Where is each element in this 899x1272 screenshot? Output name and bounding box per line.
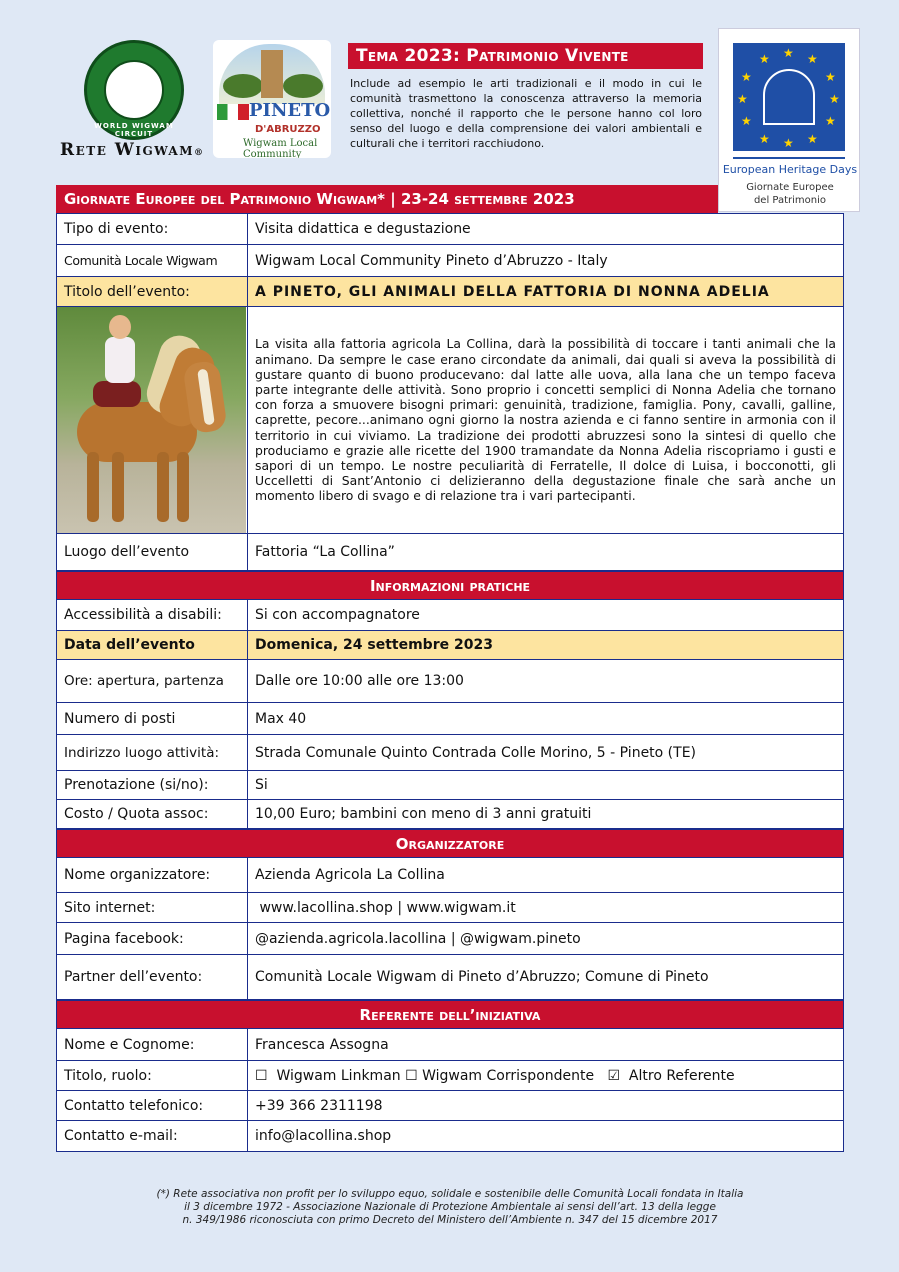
footnote-line: il 3 dicembre 1972 - Associazione Nazionale di Protezione Ambientale ai sensi dell’art. 13 della legge	[184, 1201, 716, 1213]
row-value: Si	[248, 771, 844, 800]
role-checkboxes[interactable]: ☐ Wigwam Linkman ☐ Wigwam Corrispondente ☑ Altro Referente	[248, 1061, 844, 1091]
star-icon: ★	[829, 92, 840, 106]
event-description: La visita alla fattoria agricola La Collina, darà la possibilità di toccare i tanti animali che la animano. Da sempre le case erano circondate da animali, dai quali si aveva la possibilità di gustare quanto di buono producevano: dal latte alle uova, alla lana che un tempo faceva parte integrante delle attività. Sono proprio i concetti semplici di Nonna Adelia che tornano con forza a smuovere bisogni primari: genuinità, tradizione, famiglia. Pony, cavalli, galline, caprette, pecore...animano ogni giorno la nostra azienda e ci fanno sentire in armonia con il territorio in cui viviamo. La tradizione dei prodotti abruzzesi sono la sintesi di quello che produciamo e grazie alle ricette del 1900 tramandate da Nonna Adelia riscopriamo i gusti e sapori di un tempo. Le nostre peculiarità di Ferratelle, Il dolce di Luisa, i bocconotti, gli Uccelletti di Sant’Antonio ci delizieranno della degustazione finale che sarà anche un momento libero di svago e di relazione tra i vari partecipanti.	[248, 307, 844, 534]
row-value: Fattoria “La Collina”	[248, 534, 844, 571]
row-label: Titolo dell’evento:	[57, 277, 248, 307]
table-row	[57, 245, 844, 277]
organizer-table	[56, 857, 844, 1000]
table-row	[57, 955, 844, 1000]
table-row	[57, 214, 844, 245]
photo-cell	[57, 307, 248, 534]
row-label: Nome e Cognome:	[57, 1029, 248, 1061]
ehd-subtitle-line2: del Patrimonio	[753, 195, 827, 206]
star-icon: ★	[825, 70, 836, 84]
row-value: Domenica, 24 settembre 2023	[248, 631, 844, 660]
row-label: Accessibilità a disabili:	[57, 600, 248, 631]
wigwam-caption	[60, 140, 210, 160]
ehd-subtitle-line1: Giornate Europee	[746, 182, 834, 193]
row-label: Pagina facebook:	[57, 923, 248, 955]
table-row	[57, 1091, 844, 1121]
wigwam-emblem-icon	[104, 60, 164, 120]
row-label: Ore: apertura, partenza	[57, 660, 248, 703]
row-value: Wigwam Local Community Pineto d’Abruzzo - Italy	[248, 245, 844, 277]
pineto-logo	[213, 40, 331, 158]
italy-flag-icon	[217, 104, 249, 120]
referente-heading-text: Referente dell’iniziativa	[359, 1006, 541, 1024]
ehd-title: European Heritage Days	[722, 163, 858, 176]
event-title: A PINETO, GLI ANIMALI DELLA FATTORIA DI NONNA ADELIA	[248, 277, 844, 307]
star-icon: ★	[759, 132, 770, 146]
event-sheet	[56, 185, 844, 1152]
table-row	[57, 735, 844, 771]
row-label: Contatto telefonico:	[57, 1091, 248, 1121]
row-label: Data dell’evento	[57, 631, 248, 660]
theme-title	[348, 43, 703, 69]
table-row	[57, 703, 844, 735]
theme-title-text: Tema 2023: Patrimonio Vivente	[356, 46, 629, 66]
child-shape	[105, 337, 135, 383]
row-label: Costo / Quota assoc:	[57, 800, 248, 829]
email-link[interactable]: info@lacollina.shop	[248, 1121, 844, 1152]
row-label: Comunità Locale Wigwam	[57, 245, 248, 277]
horse-leg	[157, 452, 169, 522]
facebook-links[interactable]: @azienda.agricola.lacollina | @wigwam.pineto	[248, 923, 844, 955]
row-value: Visita didattica e degustazione	[248, 214, 844, 245]
row-value: Max 40	[248, 703, 844, 735]
star-icon: ★	[759, 52, 770, 66]
star-icon: ★	[825, 114, 836, 128]
phone-value: +39 366 2311198	[248, 1091, 844, 1121]
table-row	[57, 1029, 844, 1061]
ehd-divider	[733, 157, 845, 159]
row-label: Sito internet:	[57, 893, 248, 923]
event-photo	[57, 307, 246, 533]
row-value: 10,00 Euro; bambini con meno di 3 anni gratuiti	[248, 800, 844, 829]
row-value: Francesca Assogna	[248, 1029, 844, 1061]
website-links[interactable]: www.lacollina.shop | www.wigwam.it	[248, 893, 844, 923]
organizer-heading	[56, 829, 844, 857]
eu-flag-icon	[733, 43, 845, 151]
table-row	[57, 277, 844, 307]
footnote	[100, 1188, 800, 1227]
referente-heading	[56, 1000, 844, 1028]
row-label: Tipo di evento:	[57, 214, 248, 245]
table-row	[57, 600, 844, 631]
horse-leg	[112, 452, 124, 522]
wigwam-logo	[60, 40, 210, 165]
row-value: Azienda Agricola La Collina	[248, 858, 844, 893]
pineto-tree-icon	[223, 74, 263, 98]
star-icon: ★	[741, 114, 752, 128]
table-row	[57, 307, 844, 534]
pineto-name: PINETO	[249, 100, 331, 121]
theme-text: Include ad esempio le arti tradizionali e il modo in cui le comunità trasmettono la conoscenza attraverso la memoria collettiva, nonché il rapporto che le persone hanno col loro senso del luogo e della comprensione dei valori ambientali e culturali che i territori racchiudono.	[350, 77, 702, 150]
row-value: Strada Comunale Quinto Contrada Colle Morino, 5 - Pineto (TE)	[248, 735, 844, 771]
table-row	[57, 923, 844, 955]
star-icon: ★	[783, 136, 794, 150]
row-value: Dalle ore 10:00 alle ore 13:00	[248, 660, 844, 703]
pineto-sub: D'ABRUZZO	[255, 124, 321, 135]
horse-leg	[177, 452, 189, 522]
wigwam-ring-text: WORLD WIGWAM CIRCUIT	[94, 122, 174, 138]
table-row	[57, 858, 844, 893]
star-icon: ★	[783, 46, 794, 60]
table-row	[57, 800, 844, 829]
table-row	[57, 1061, 844, 1091]
star-icon: ★	[807, 52, 818, 66]
wigwam-reg-mark: ®	[194, 148, 205, 158]
heritage-building-icon	[763, 69, 815, 125]
row-value: Comunità Locale Wigwam di Pineto d’Abruzzo; Comune di Pineto	[248, 955, 844, 1000]
row-value: Si con accompagnatore	[248, 600, 844, 631]
event-banner-text: Giornate Europee del Patrimonio Wigwam* | 23-24 settembre 2023	[64, 190, 575, 208]
star-icon: ★	[737, 92, 748, 106]
table-row	[57, 534, 844, 571]
table-row	[57, 771, 844, 800]
row-label: Nome organizzatore:	[57, 858, 248, 893]
row-label: Prenotazione (si/no):	[57, 771, 248, 800]
event-table	[56, 213, 844, 571]
wigwam-caption-text: Rete Wigwam	[60, 140, 195, 160]
horse-leg	[87, 452, 99, 522]
pineto-tree-icon	[283, 74, 323, 98]
row-label: Indirizzo luogo attività:	[57, 735, 248, 771]
saddle-shape	[93, 381, 141, 407]
event-banner	[56, 185, 718, 213]
referente-table	[56, 1028, 844, 1152]
row-label: Numero di posti	[57, 703, 248, 735]
footnote-line: n. 349/1986 riconosciuta con primo Decreto del Ministero dell’Ambiente n. 347 del 15 dicembre 2017	[182, 1214, 718, 1226]
organizer-heading-text: Organizzatore	[395, 835, 505, 853]
table-row	[57, 660, 844, 703]
row-label: Contatto e-mail:	[57, 1121, 248, 1152]
table-row	[57, 631, 844, 660]
star-icon: ★	[741, 70, 752, 84]
pineto-tower-icon	[261, 50, 283, 98]
row-label: Luogo dell’evento	[57, 534, 248, 571]
info-heading	[56, 571, 844, 599]
table-row	[57, 893, 844, 923]
info-table	[56, 599, 844, 829]
child-head	[109, 315, 131, 339]
pineto-local: Wigwam Local Community	[243, 138, 318, 158]
table-row	[57, 1121, 844, 1152]
star-icon: ★	[807, 132, 818, 146]
footnote-line: (*) Rete associativa non profit per lo sviluppo equo, solidale e sostenibile delle Comunità Locali fondata in Italia	[156, 1188, 744, 1200]
row-label: Titolo, ruolo:	[57, 1061, 248, 1091]
info-heading-text: Informazioni pratiche	[369, 577, 531, 595]
row-label: Partner dell’evento:	[57, 955, 248, 1000]
